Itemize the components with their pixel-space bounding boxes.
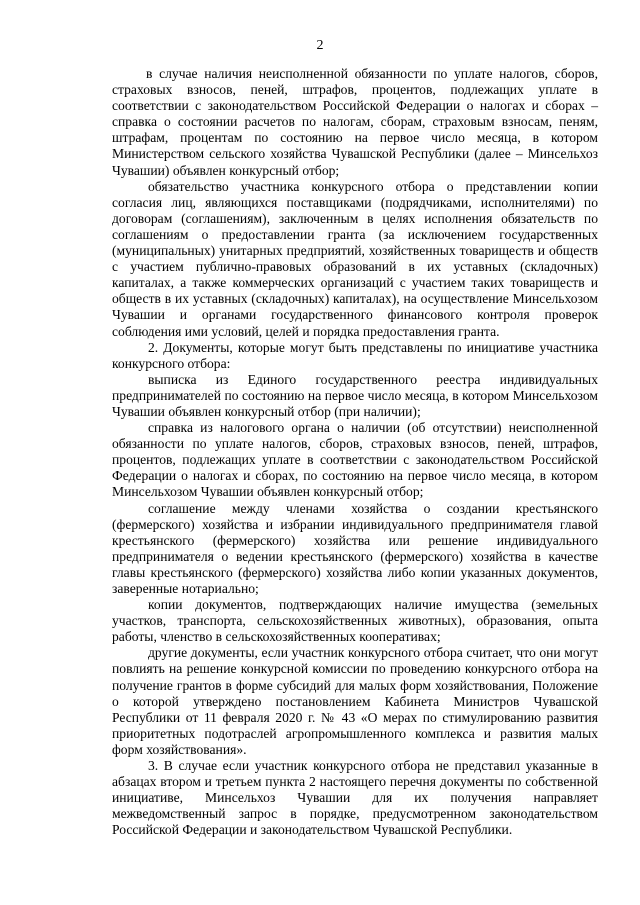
paragraph-section-3: 3. В случае если участник конкурсного отбора не представил указанные в абзацах втором и третьем пункта 2 настоящего перечня документы по собственной инициативе, Минсельхоз Чувашии для их получения направляет межведомственный запрос в порядке, предусмотренном законодательством Российской Федерации и законодательством Чувашской Республики.	[112, 758, 598, 838]
paragraph-egrip-extract: выписка из Единого государственного реестра индивидуальных предпринимателей по состоянию на первое число месяца, в котором Минсельхозом Чувашии объявлен конкурсный отбор (при наличии);	[112, 371, 598, 419]
page-number: 2	[316, 38, 324, 53]
paragraph-farm-agreement: соглашение между членами хозяйства о создании крестьянского (фермерского) хозяйства и избрании индивидуального предпринимателя главой крестьянского (фермерского) хозяйства или решение индивидуального предпринимателя о ведении крестьянского (фермерского) хозяйства в качестве главы крестьянского (фермерского) хозяйства либо копии указанных документов, заверенные нотариально;	[112, 500, 598, 596]
paragraph-supplier-consent-obligation: обязательство участника конкурсного отбора о представлении копии согласия лиц, являющихся поставщиками (подрядчиками, исполнителями) по договорам (соглашениям), заключенным в целях исполнения обязательств по соглашениям о предоставлении гранта (за исключением государственных (муниципальных) унитарных предприятий, хозяйственных товариществ и обществ с участием публично-правовых образований в их уставных (складочных) капиталах, а также коммерческих организаций с участием таких товариществ и обществ в их уставных (складочных) капиталах), на осуществление Минсельхозом Чувашии и органами государственного финансового контроля проверок соблюдения ими условий, целей и порядка предоставления гранта.	[112, 178, 598, 339]
paragraph-other-documents: другие документы, если участник конкурсного отбора считает, что они могут повлиять на решение конкурсной комиссии по проведению конкурсного отбора на получение грантов в форме субсидий для малых форм хозяйствования, Положение о которой утверждено постановлением Кабинета Министров Чувашской Республики от 11 февраля 2020 г. № 43 «О мерах по стимулированию развития приоритетных подотраслей агропромышленного комплекса и развития малых форм хозяйствования».	[112, 645, 598, 757]
paragraph-tax-authority-certificate: справка из налогового органа о наличии (об отсутствии) неисполненной обязанности по уплате налогов, сборов, страховых взносов, пеней, штрафов, процентов, подлежащих уплате в соответствии с законодательством Российской Федерации о налогах и сборах, по состоянию на первое число месяца, в котором Минсельхозом Чувашии объявлен конкурсный отбор;	[112, 420, 598, 500]
paragraph-tax-debt-certificate: в случае наличия неисполненной обязанности по уплате налогов, сборов, страховых взносов, пеней, штрафов, процентов, подлежащих уплате в соответствии с законодательством Российской Федерации о налогах и сборах – справка о состоянии расчетов по налогам, сборам, страховым взносам, пеням, штрафам, процентам по состоянию на первое число месяца, в котором Министерством сельского хозяйства Чувашской Республики (далее – Минсельхоз Чувашии) объявлен конкурсный отбор;	[112, 66, 598, 178]
paragraph-section-2-heading: 2. Документы, которые могут быть представлены по инициативе участника конкурсного отбора:	[112, 339, 598, 371]
paragraph-property-documents: копии документов, подтверждающих наличие имущества (земельных участков, транспорта, сельскохозяйственных животных), образования, опыта работы, членство в сельскохозяйственных кооперативах;	[112, 597, 598, 645]
document-body	[112, 66, 598, 839]
